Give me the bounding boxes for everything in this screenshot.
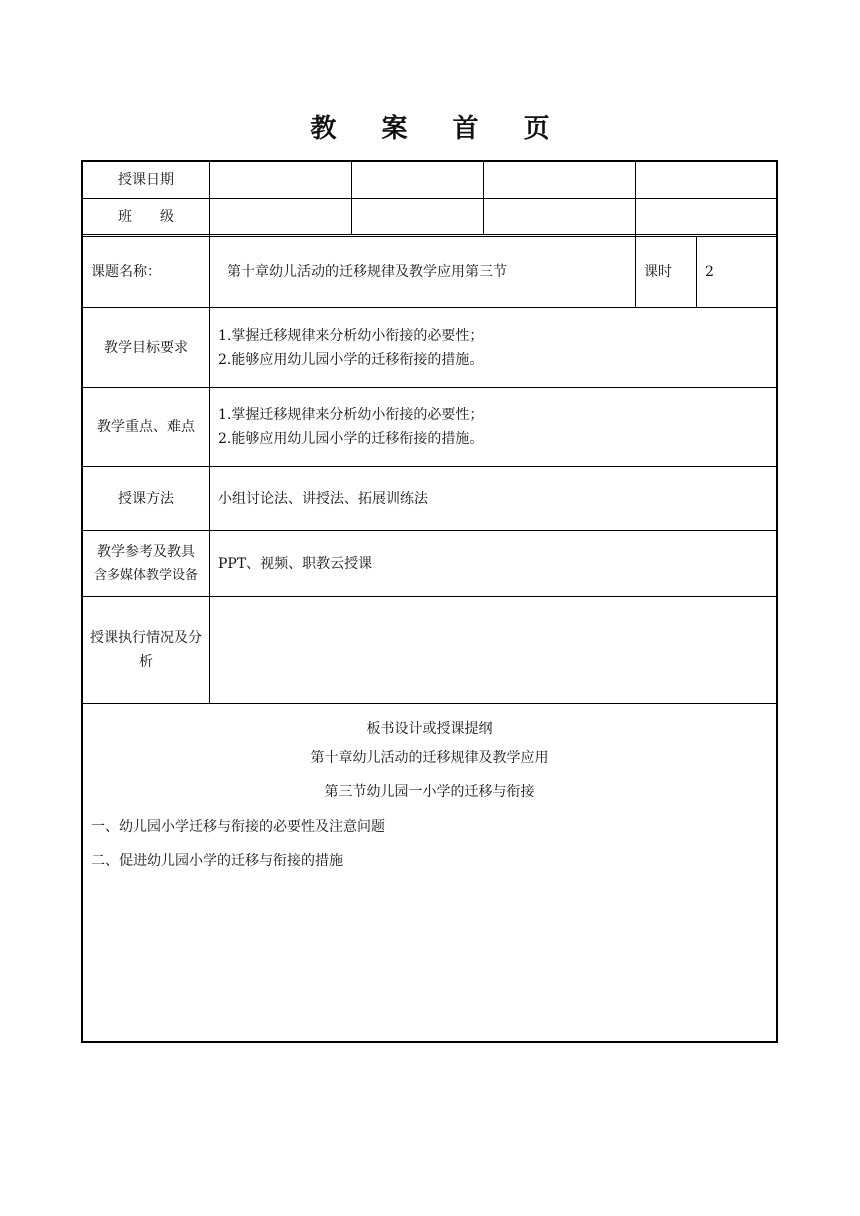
- materials-label-line1: 教学参考及教具: [97, 543, 195, 560]
- board-point-1: 一、幼儿园小学迁移与衔接的必要性及注意问题: [91, 819, 385, 835]
- class-cell-2[interactable]: [352, 199, 483, 234]
- class-cell-4[interactable]: [636, 199, 776, 234]
- hours-value: 2: [705, 264, 714, 280]
- board-heading: 板书设计或授课提纲: [366, 721, 493, 737]
- date-cell-1[interactable]: [210, 162, 351, 198]
- class-cell-1[interactable]: [210, 199, 351, 234]
- keypoints-value: [210, 388, 776, 466]
- materials-value: PPT、视频、职教云授课: [218, 555, 373, 572]
- materials-label: [83, 531, 209, 596]
- topic-label: 课题名称：: [91, 264, 161, 280]
- date-cell-3[interactable]: [484, 162, 635, 198]
- board-section: 第三节幼儿园一小学的迁移与衔接: [324, 784, 535, 800]
- hours-label: 课时: [644, 264, 672, 280]
- execution-label: 授课执行情况及分析: [90, 630, 202, 670]
- board-point-2: 二、促进幼儿园小学的迁移与衔接的措施: [91, 853, 343, 869]
- class-label: 班 级: [118, 208, 174, 225]
- class-cell-3[interactable]: [484, 199, 635, 234]
- goals-label: 教学目标要求: [104, 339, 188, 356]
- board-chapter: 第十章幼儿活动的迁移规律及教学应用: [310, 750, 549, 766]
- method-label: 授课方法: [118, 490, 174, 507]
- method-value: 小组讨论法、讲授法、拓展训练法: [218, 490, 428, 507]
- page-title: 教 案 首 页: [310, 114, 568, 144]
- date-cell-4[interactable]: [636, 162, 776, 198]
- lesson-plan-table: [81, 160, 778, 1043]
- materials-label-line2: 含多媒体教学设备: [93, 567, 198, 583]
- execution-value[interactable]: [210, 597, 776, 703]
- keypoints-line-2: 2.能够应用幼儿园小学的迁移衔接的措施。: [218, 431, 484, 447]
- goals-line-1: 1.掌握迁移规律来分析幼小衔接的必要性；: [218, 327, 484, 344]
- keypoints-line-1: 1.掌握迁移规律来分析幼小衔接的必要性；: [218, 407, 484, 423]
- date-label: 授课日期: [118, 172, 174, 188]
- keypoints-label: 教学重点、难点: [97, 419, 195, 435]
- goals-value: [210, 308, 776, 387]
- date-cell-2[interactable]: [352, 162, 483, 198]
- goals-line-2: 2.能够应用幼儿园小学的迁移衔接的措施。: [218, 351, 484, 368]
- topic-value: 第十章幼儿活动的迁移规律及教学应用第三节: [227, 264, 507, 280]
- board-design-section: [83, 704, 776, 874]
